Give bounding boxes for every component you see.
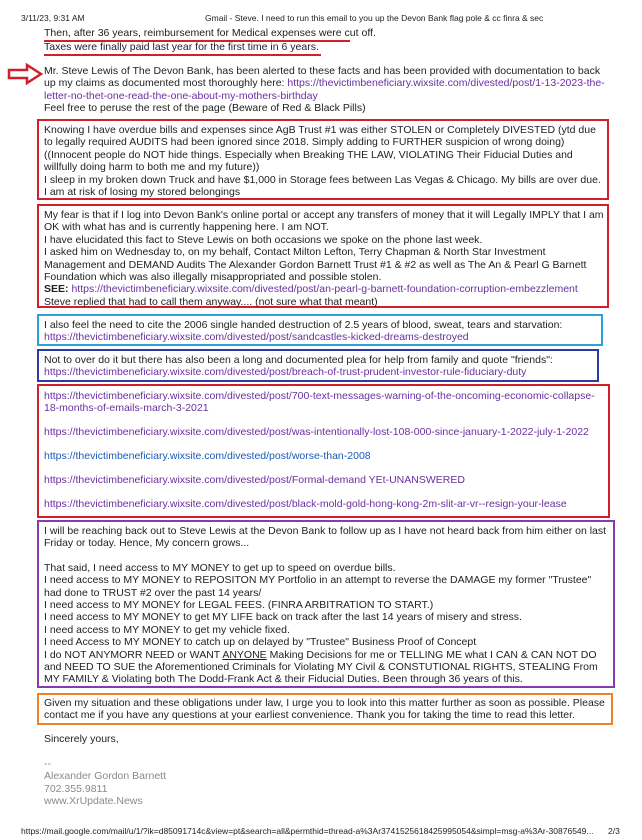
worse-than-2008-link[interactable]: https://thevictimbeneficiary.wixsite.com/divested/post/worse-than-2008 [44,450,371,463]
breach-of-trust-link[interactable]: https://thevictimbeneficiary.wixsite.com/divested/post/breach-of-trust-prudent-investor-rule-fiduciary-duty [44,366,527,379]
closing: Sincerely yours, [44,733,119,745]
intro-text [44,27,604,54]
signature-block [44,758,166,808]
intentionally-lost-link[interactable]: https://thevictimbeneficiary.wixsite.com/divested/post/was-intentionally-lost-108-000-since-january-1-2022-july-1-2022 [44,426,589,439]
peruse-note: Feel free to peruse the rest of the page (Beware of Red & Black Pills) [44,102,366,115]
money-legal-fees: I need access to MY MONEY for LEGAL FEES. (FINRA ARBITRATION TO START.) [44,599,434,612]
see-label: SEE [44,283,66,296]
intro-line-taxes: Taxes were finally paid last year for the first time in 6 years. [44,41,319,54]
intro-line-medical: Then, after 36 years, reimbursement for Medical expenses were cut off. [44,27,376,39]
formal-demand-link[interactable]: https://thevictimbeneficiary.wixsite.com/divested/post/Formal-demand YEt-UNANSWERED [44,474,465,487]
steve-lewis-paragraph [44,65,610,115]
devon-portal-p3: I asked him on Wednesday to, on my behalf, Contact Milton Lefton, Terry Chapman & North Star Investment Management and DEMAND Audits The Alexander Gordon Barnett Trust #1 & #2 as well as The An & Pearl G Barnett Foundation which was also illegally misappropriated and possible stolen. [44,246,587,284]
signature-phone: 702.355.9811 [44,782,108,795]
urge-review-text [44,697,610,722]
devon-portal-p2: I have elucidated this fact to Steve Lewis on both occasions we spoke on the phone last week. [44,233,483,246]
text-messages-link[interactable]: https://thevictimbeneficiary.wixsite.com/divested/post/700-text-messages-warning-of-the-oncoming-economic-collapse-18-months-of-emails-march-3-2021 [44,390,595,415]
red-arrow-icon [7,63,45,85]
signature-dashes: -- [44,758,51,770]
black-mold-link[interactable]: https://thevictimbeneficiary.wixsite.com/divested/post/black-mold-gold-hong-kong-2m-slit-ar-vr--resign-your-lease [44,498,567,511]
plea-intro: Not to over do it but there has also been a long and documented plea for help from family and quote "friends": [44,354,553,366]
plea-for-help-text [44,354,596,379]
money-overdue-bills: That said, I need access to MY MONEY to get up to speed on overdue bills. [44,561,396,574]
money-vehicle: I need access to MY MONEY to get my vehicle fixed. [44,623,290,636]
sandcastles-intro: I also feel the need to cite the 2006 single handed destruction of 2.5 years of blood, sweat, tears and starvation: [44,319,563,331]
foundation-corruption-link[interactable]: https://thevictimbeneficiary.wixsite.com/divested/post/an-pearl-g-barnett-foundation-corruption-embezzlement [71,283,578,296]
follow-up-paragraph: I will be reaching back out to Steve Lewis at the Devon Bank to follow up as I have not heard back from him either on last Friday or today. Hence, My concern grows... [44,525,607,550]
devon-portal-text: My fear is that if I log into Devon Bank's online portal or accept any transfers of money that it will Legally IMPLY that I am OK with what has and is currently happening here. I am NOT. I have elucidated this fact to Steve Lewis on both occasions we spoke on the phone last week. I asked him on Wednesday to, on my behalf, Contact Milton Lefton, Terry Chapman & North Star Investment Management and DEMAND Audits The Alexander Gordon Barnett Trust #1 & #2 as well as The An & Pearl G Barnett Foundation which was also illegally misappropriated and possible stolen. SEE: https://thevictimbeneficiary.wixsite.com/divested/post/an-pearl-g-barnett-foundation-corruption-embezzlement Steve replied that had to call them anyway.... (not sure what that meant) [44,209,606,308]
urge-review-paragraph: Given my situation and these obligations under law, I urge you to look into this matter further as soon as possible. Please contact me if you have any questions at your earliest convenience. Thank you for taking the time to read this letter. [44,697,605,722]
print-timestamp: 3/11/23, 9:31 AM [21,13,85,23]
anyone-underlined: ANYONE [222,648,267,661]
signature-site: www.XrUpdate.News [44,795,143,808]
page-number: 2/3 [608,826,620,836]
sandcastles-link[interactable]: https://thevictimbeneficiary.wixsite.com/divested/post/sandcastles-kicked-dreams-destroyed [44,331,469,344]
devon-portal-p1: My fear is that if I log into Devon Bank's online portal or accept any transfers of money that it will Legally IMPLY that I am OK with what has and is currently happening here. I am NOT. [44,209,604,234]
steve-text: Mr. Steve Lewis of The Devon Bank, has been alerted to these facts and has been provided with documentation to back up my claims as documented most thoroughly here: [44,65,601,90]
overdue-bills-p1: Knowing I have overdue bills and expenses since AgB Trust #1 was either STOLEN or Completely DIVESTED (ytd due to legally required AUDITS had been ignored since 2018. Simply adding to FURTHER suspicion of wrong doing) ((Innocent people do NOT hide things. Especially when Breaking THE LAW, VIOLATING Their Fiducial Duties and willfully doing harm to both me and my future)) [44,124,596,174]
red-underline [44,40,350,42]
email-subject-title: Gmail - Steve. I need to run this email to you up the Devon Bank flag pole & cc finra & sec [205,13,544,23]
sandcastles-text [44,319,600,344]
money-reposition: I need access to MY MONEY to REPOSITON MY Portfolio in an attempt to reverse the DAMAGE my former "Trustee" had done to TRUST #2 over the past 14 years/ [44,574,592,599]
overdue-bills-p2: I sleep in my broken down Truck and have $1,000 in Storage fees between Las Vegas & Chicago. My bills are over due. I am at risk of losing my stored belongings [44,173,601,199]
overdue-bills-text [44,124,606,198]
footer-url: https://mail.google.com/mail/u/1/?ik=d85091714c&view=pt&search=all&permthid=thread-a%3Ar3741525618425995054&simpl=msg-a%3Ar-30876549... [21,826,594,836]
devon-portal-p4: Steve replied that had to call them anyway.... (not sure what that meant) [44,295,378,308]
red-underline [44,54,321,56]
access-money-text [44,525,610,686]
no-decisions-paragraph: I do NOT ANYMORR NEED or WANT ANYONE Making Decisions for me or TELLING ME what I CAN & CAN NOT DO and NEED TO SUE the Aforementioned Criminals for Violating MY Civil & CONSTUTIONAL RIGHTS, STEALING From MY FAMILY & Violating both The Dodd-Frank Act & their Fiducial Duties. Been through 36 years of this. [44,648,598,686]
birthday-letter-link[interactable]: https://thevictimbeneficiary.wixsite.com/divested/post/1-13-2023-the-letter-no-thet-one-read-the-one-about-my-mothers-birthday [44,77,605,102]
evidence-links-list [44,390,604,522]
signature-name: Alexander Gordon Barnett [44,770,166,783]
money-life-back: I need access to MY MONEY to get MY LIFE back on track after the last 14 years of misery and stress. [44,611,522,624]
money-business: I need Access to MY MONEY to catch up on delayed by "Trustee" Business Proof of Concept [44,636,477,649]
